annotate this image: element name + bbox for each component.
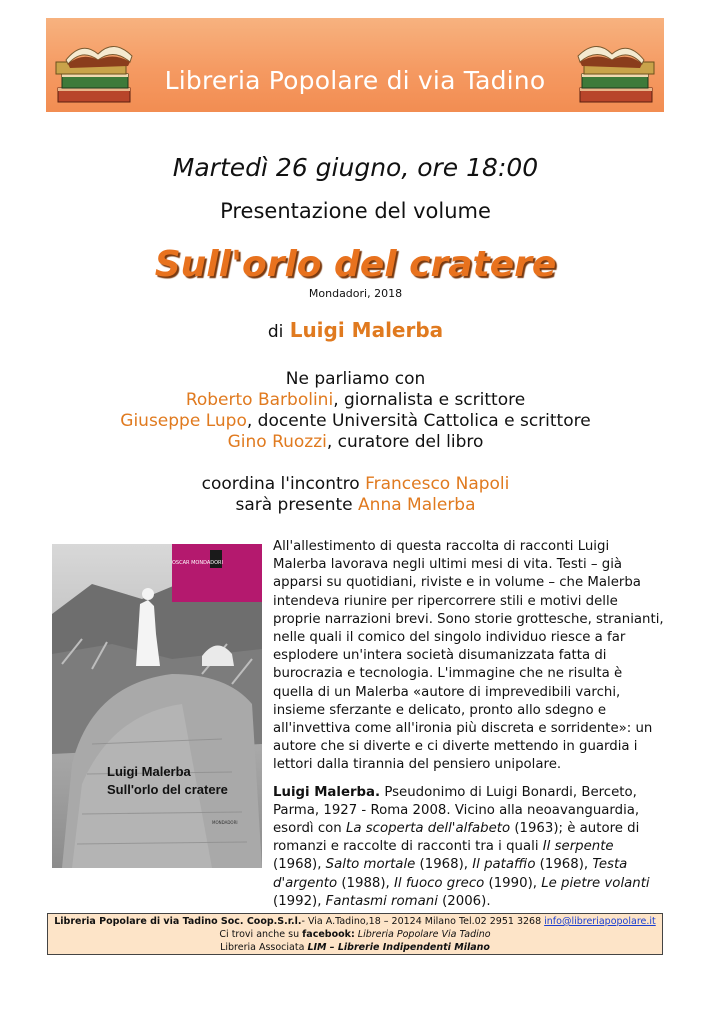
speaker-line [0,390,711,411]
bio-book: Il pataffio [472,857,536,873]
present-name: Anna Malerba [358,495,476,515]
speaker-role: , giornalista e scrittore [333,390,526,410]
cover-series: OSCAR MONDADORI [172,560,223,566]
book-title: Sull'orlo del cratere [154,244,557,285]
author-line [0,318,711,342]
cover-artwork [52,544,262,868]
coordinator-prefix: coordina l'incontro [201,474,366,494]
bio-text: (1968), [535,857,593,873]
header-banner [46,18,664,112]
footer-line [48,928,662,941]
bio-book: La scoperta dell'alfabeto [345,821,511,837]
banner-title: Libreria Popolare di via Tadino [164,66,546,95]
author-bio [273,784,665,911]
book-cover [52,544,262,868]
bio-book: Il fuoco greco [394,875,485,891]
bio-text: (1990), [484,875,542,891]
cover-title: Sull'orlo del cratere [107,782,228,797]
cover-author: Luigi Malerba [107,764,191,779]
speakers-intro: Ne parliamo con [285,369,426,389]
bio-text: (1992), [273,893,326,909]
coordinator-name: Francesco Napoli [365,474,510,494]
speakers-block [0,369,711,453]
footer-associated-prefix: Libreria Associata [220,942,308,953]
speaker-name: Giuseppe Lupo [120,411,247,431]
bio-text: (1968), [415,857,473,873]
presentation-heading: Presentazione del volume [220,199,491,223]
speaker-line [0,411,711,432]
bio-text: (1988), [337,875,395,891]
bio-text: (2006). [437,893,491,909]
bio-book: Il serpente [542,839,614,855]
footer-facebook-label: facebook: [302,929,355,940]
speaker-line [0,432,711,453]
bio-book: Le pietre volanti [541,875,650,891]
event-date: Martedì 26 giugno, ore 18:00 [172,153,539,182]
footer-social-prefix: Ci trovi anche su [219,929,303,940]
email-link[interactable]: info@libreriapopolare.it [544,916,656,927]
footer-line [48,915,662,928]
present-prefix: sarà presente [235,495,359,515]
speaker-role: , docente Università Cattolica e scrittore [246,411,591,431]
author-prefix: di [267,322,284,342]
cover-publisher: MONDADORI [212,820,238,825]
footer-address: - Via A.Tadino,18 – 20124 Milano Tel.02 2951 3268 [301,916,545,927]
footer-line [48,941,662,954]
author-name: Luigi Malerba [289,318,444,342]
footer-facebook-page: Libreria Popolare Via Tadino [354,929,491,940]
description-paragraph: All'allestimento di questa raccolta di racconti Luigi Malerba lavorava negli ultimi mesi di vita. Testi – già apparsi su quotidiani, riviste e in volume – che Malerba intendeva riunire per ripercorrere stili e motivi delle proprie narrazioni brevi. Sono storie grottesche, stranianti, nelle quali il comico del singolo individuo riesce a far esplodere un'intera società disumanizzata fatta di burocrazia e tecnologia. L'immagine che ne risulta è quella di un Malerba «autore di imprevedibili varchi, insieme sferzante e delicato, pronto allo sdegno e all'invettiva come all'ironia più discreta e sorridente»: un autore che si diverte e ci diverte mettendo in guardia i lettori dalla tirannia del pensiero unipolare. [273,539,664,773]
speaker-name: Gino Ruozzi [227,432,327,452]
bio-name: Luigi Malerba. [273,784,381,800]
coordinator-line [0,474,711,495]
footer-company: Libreria Popolare di via Tadino Soc. Coop.S.r.l. [54,916,302,927]
coordination-block [0,474,711,516]
speaker-name: Roberto Barbolini [185,390,334,410]
bio-book: Salto mortale [325,857,416,873]
bio-book: Testa d'argento [273,857,628,891]
publisher: Mondadori, 2018 [308,287,403,300]
bio-text: Pseudonimo di Luigi Bonardi, Berceto, Parma, 1927 - Roma 2008. Vicino alla neoavanguardia, esordì con [273,784,640,837]
bio-text: (1963); è autore di romanzi e raccolte di racconti tra i quali [273,821,640,855]
bio-book: Fantasmi romani [325,893,438,909]
bio-text: (1968), [273,857,326,873]
footer-lim: LIM – Librerie Indipendenti Milano [307,942,490,953]
book-description [273,538,665,920]
speaker-role: , curatore del libro [326,432,484,452]
present-line [0,495,711,516]
footer-box [47,913,663,955]
